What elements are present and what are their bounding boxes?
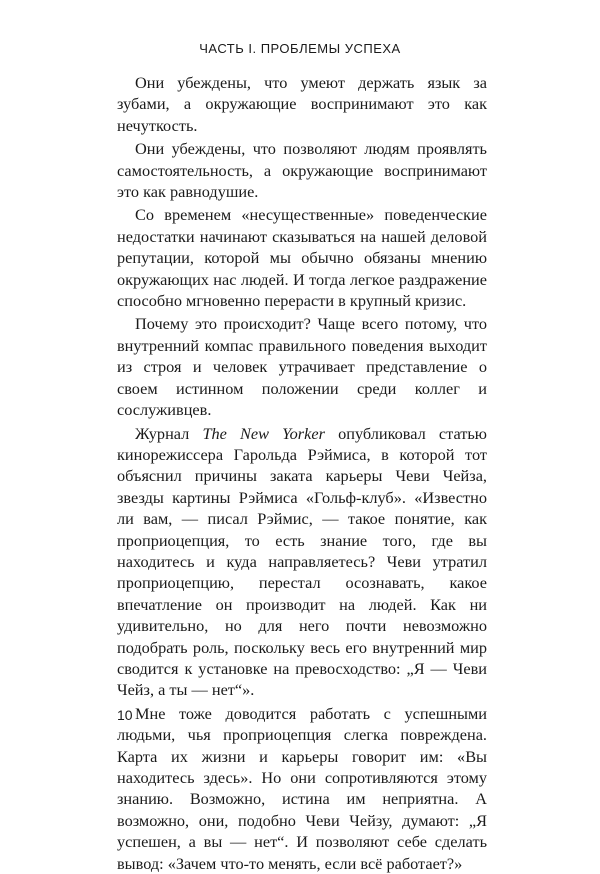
paragraph: Со временем «несущественные» поведенческие недостатки начинают сказываться на нашей деловой репутации, которой мы обычно обязаны мнению окружающих нас людей. И тогда легкое раздражение способно мгновенно перерасти в крупный кризис. — [117, 205, 487, 311]
paragraph: Они убеждены, что позволяют людям проявлять самостоятельность, а окружающие воспринимают это как равнодушие. — [117, 139, 487, 202]
journal-title: The New Yorker — [202, 423, 325, 443]
paragraph — [117, 423, 487, 701]
paragraph: Они убеждены, что умеют держать язык за зубами, а окружающие воспринимают это как нечуткость. — [117, 73, 487, 135]
body-text — [117, 72, 487, 874]
paragraph-text: опубликовал статью кинорежиссера Гарольда Рэймиса, в которой тот объяснил причины заката карьеры Чеви Чейза, звезды картины Рэймиса «Гольф-клуб». «Известно ли вам, — писал Рэймис, — такое понятие, как проприоцепция, то есть знание того, где вы находитесь и куда направляетесь? Чеви утратил проприоцепцию, перестал осознавать, какое впечатление он производит на людей. Как ни удивительно, но для него почти невозможно подобрать роль, поскольку весь его внутренний мир сводится к установке на превосходство: „Я — Чеви Чейз, а ты — нет“». — [117, 423, 487, 700]
paragraph: Почему это происходит? Чаще всего потому, что внутренний компас правильного поведения выходит из строя и человек утрачивает представление о своем истинном положении среди коллег и сослуживцев. — [117, 314, 487, 420]
running-header: ЧАСТЬ I. ПРОБЛЕМЫ УСПЕХА — [199, 41, 401, 56]
paragraph-text: Журнал — [135, 423, 203, 443]
page-number: 10 — [117, 707, 133, 723]
paragraph: Мне тоже доводится работать с успешными людьми, чья проприоцепция слегка повреждена. Карта их жизни и карьеры говорит им: «Вы находитесь здесь». Но они сопротивляются этому знанию. Возможно, истина им неприятна. А возможно, они, подобно Чеви Чейзу, думают: „Я успешен, а вы — нет“. И позволяют себе сделать вывод: «Зачем что-то менять, если всё работает?» — [117, 703, 487, 873]
